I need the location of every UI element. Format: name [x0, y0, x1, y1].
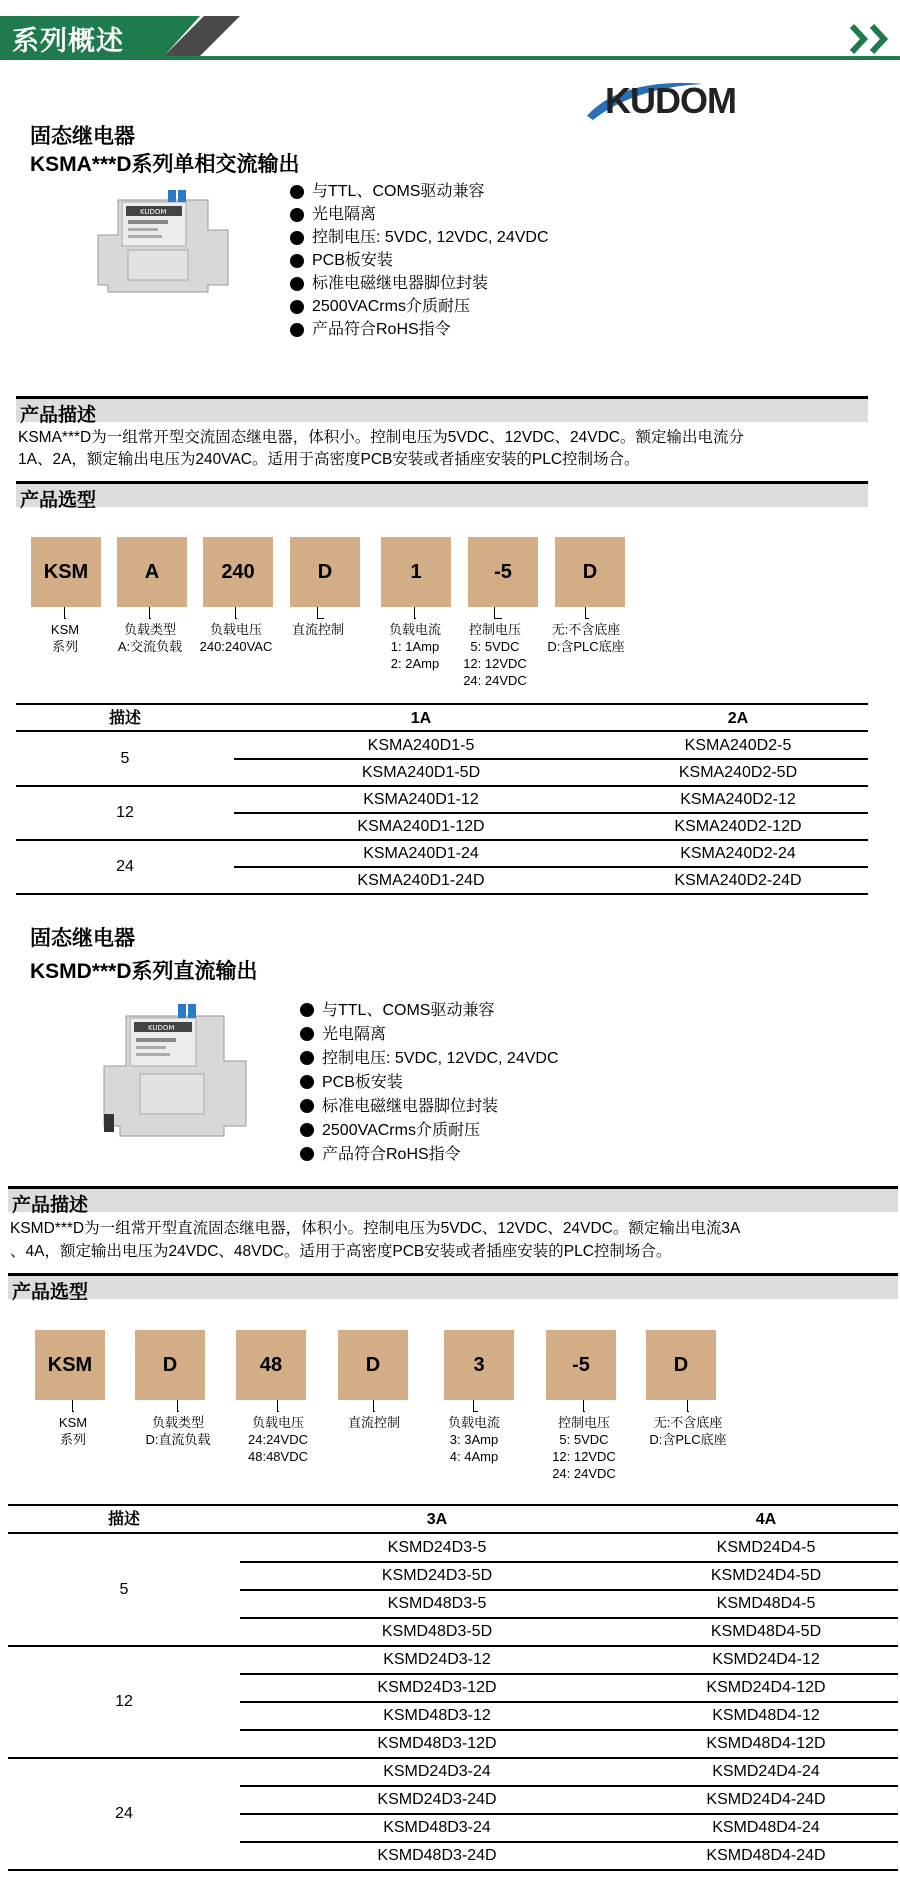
s2-title-1: 固态继电器 — [30, 927, 135, 950]
table-cell: KSMD24D3-24D — [377, 1791, 497, 1808]
table-cell: KSMD24D3-5 — [387, 1539, 487, 1556]
table-desc-cell: 5 — [119, 1581, 129, 1598]
double-chevron-right-icon — [848, 22, 894, 56]
list-item: 控制电压: 5VDC, 12VDC, 24VDC — [290, 226, 549, 249]
table-cell: KSMD24D4-12D — [706, 1679, 826, 1696]
code-box: 3 — [444, 1330, 514, 1400]
svg-text:KUDOM: KUDOM — [148, 1024, 175, 1032]
s2-desc-line-2: 、4A，额定输出电压为24VDC、48VDC。适用于高密度PCB安装或者插座安装的PLC控制场合。 — [10, 1243, 672, 1260]
list-item: 与TTL、COMS驱动兼容 — [290, 180, 549, 203]
code-label — [536, 621, 636, 655]
code-label-line: KSM — [58, 1415, 88, 1430]
s1-title-1: 固态继电器 — [30, 125, 135, 148]
code-box: 1 — [381, 537, 451, 607]
page-header — [0, 0, 900, 62]
code-label-line: 无:不含底座 — [653, 1415, 723, 1430]
kudom-logo — [583, 76, 753, 126]
code-label-line: 2: 2Amp — [390, 656, 440, 671]
table-header: 3A — [426, 1511, 448, 1528]
list-item: 2500VACrms介质耐压 — [300, 1118, 559, 1142]
code-label — [444, 1414, 504, 1465]
code-label — [48, 1414, 98, 1448]
code-connector — [494, 607, 502, 619]
code-label-line: 负载类型 — [123, 622, 176, 637]
code-label-line: 控制电压 — [557, 1415, 610, 1430]
header-rule — [0, 56, 900, 60]
table-cell: KSMD48D3-5 — [387, 1595, 487, 1612]
code-label-line: D:含PLC底座 — [649, 1432, 727, 1447]
table-cell: KSMD48D4-24D — [706, 1847, 826, 1864]
table-desc-cell: 5 — [120, 750, 130, 767]
table-header: 描述 — [107, 1511, 140, 1528]
table-cell: KSMD48D4-5D — [710, 1623, 822, 1640]
code-label — [455, 621, 535, 689]
s1-title-2: KSMA***D系列单相交流输出 — [30, 153, 300, 176]
table-cell: KSMA240D1-5D — [361, 764, 481, 781]
code-label-line: 24: 24VDC — [552, 1466, 616, 1481]
table-cell: KSMA240D1-5 — [367, 737, 475, 754]
code-label-line: D:含PLC底座 — [547, 639, 625, 654]
table-cell: KSMD48D4-12D — [706, 1735, 826, 1752]
relay-product-image — [88, 180, 238, 300]
s1-feature-list — [290, 180, 549, 341]
list-item: PCB板安装 — [300, 1070, 559, 1094]
s2-selection-header: 产品选型 — [8, 1273, 898, 1299]
table-cell: KSMD48D3-24 — [383, 1819, 491, 1836]
table-cell: KSMD24D3-5D — [381, 1567, 493, 1584]
table-header: 描述 — [108, 710, 141, 727]
table-cell: KSMA240D2-24 — [680, 845, 796, 862]
code-connector — [149, 607, 151, 619]
code-connector — [583, 1400, 585, 1412]
code-connector — [277, 1400, 279, 1412]
code-connector — [235, 607, 237, 619]
table-cell: KSMA240D2-24D — [674, 872, 802, 889]
code-label-line: 无:不含底座 — [551, 622, 621, 637]
table-cell: KSMA240D1-12 — [363, 791, 479, 808]
table-cell: KSMD24D4-12 — [712, 1651, 820, 1668]
code-label — [110, 621, 190, 655]
relay-socket-product-image — [100, 996, 250, 1146]
table-cell: KSMD48D3-12D — [377, 1735, 497, 1752]
code-label-line: 48:48VDC — [248, 1449, 308, 1464]
code-label-line: 系列 — [59, 1432, 86, 1447]
code-box: KSM — [31, 537, 101, 607]
code-connector — [72, 1400, 74, 1412]
table-cell: KSMD48D3-12 — [383, 1707, 491, 1724]
code-connector — [373, 1400, 375, 1412]
list-item: 控制电压: 5VDC, 12VDC, 24VDC — [300, 1046, 559, 1070]
code-label-line: 1: 1Amp — [390, 639, 440, 654]
code-label — [138, 1414, 218, 1448]
s1-selection-header: 产品选型 — [16, 481, 868, 507]
code-label-line: A:交流负载 — [117, 639, 183, 654]
list-item: 光电隔离 — [290, 203, 549, 226]
code-label-line: 控制电压 — [468, 622, 521, 637]
page-title: 系列概述 — [12, 26, 124, 56]
code-label-line: 12: 12VDC — [552, 1449, 616, 1464]
table-rule — [8, 1869, 898, 1871]
table-cell: KSMD48D4-24 — [712, 1819, 820, 1836]
code-connector — [64, 607, 66, 619]
s2-feature-list — [300, 998, 559, 1166]
s1-desc-line-2: 1A、2A，额定输出电压为240VAC。适用于高密度PCB安装或者插座安装的PLC控制场合。 — [18, 451, 640, 468]
code-label — [385, 621, 445, 672]
table-cell: KSMD48D4-12 — [712, 1707, 820, 1724]
s1-desc-line-1: KSMA***D为一组常开型交流固态继电器，体积小。控制电压为5VDC、12VDC、24VDC。额定输出电流分 — [18, 429, 744, 446]
list-item: 与TTL、COMS驱动兼容 — [300, 998, 559, 1022]
logo-wordmark: KUDOM — [605, 80, 736, 121]
s2-desc-header: 产品描述 — [8, 1186, 898, 1212]
list-item: 标准电磁继电器脚位封装 — [300, 1094, 559, 1118]
code-label — [334, 1414, 414, 1431]
table-desc-cell: 24 — [115, 1805, 133, 1822]
code-label-line: 5: 5VDC — [470, 639, 520, 654]
code-label-line: 5: 5VDC — [559, 1432, 609, 1447]
code-box: D — [338, 1330, 408, 1400]
code-label-line: 4: 4Amp — [449, 1449, 499, 1464]
table-desc-cell: 12 — [116, 804, 134, 821]
table-cell: KSMA240D1-24 — [363, 845, 479, 862]
code-connector — [177, 1400, 179, 1412]
table-cell: KSMA240D2-5D — [678, 764, 798, 781]
table-cell: KSMD24D4-24 — [712, 1763, 820, 1780]
s2-title-2: KSMD***D系列直流输出 — [30, 960, 258, 983]
code-box: -5 — [546, 1330, 616, 1400]
code-label — [40, 621, 90, 655]
code-label — [196, 621, 276, 655]
code-label — [638, 1414, 738, 1448]
code-box: D — [290, 537, 360, 607]
code-label-line: 负载电压 — [251, 1415, 304, 1430]
list-item: 产品符合RoHS指令 — [300, 1142, 559, 1166]
table-desc-cell: 24 — [116, 858, 134, 875]
table-rule — [16, 703, 868, 705]
table-header: 1A — [410, 710, 432, 727]
code-label-line: 负载电压 — [209, 622, 262, 637]
table-cell: KSMD24D3-12D — [377, 1679, 497, 1696]
list-item: 产品符合RoHS指令 — [290, 318, 549, 341]
table-cell: KSMD24D3-12 — [383, 1651, 491, 1668]
table-cell: KSMA240D1-12D — [357, 818, 485, 835]
code-label-line: KSM — [50, 622, 80, 637]
code-box: A — [117, 537, 187, 607]
table-cell: KSMA240D1-24D — [357, 872, 485, 889]
table-desc-cell: 12 — [115, 1693, 133, 1710]
code-label-line: 12: 12VDC — [463, 656, 527, 671]
table-cell: KSMD48D3-24D — [377, 1847, 497, 1864]
table-cell: KSMD24D4-24D — [706, 1791, 826, 1808]
code-label-line: 240:240VAC — [199, 639, 273, 654]
table-cell: KSMA240D2-12 — [680, 791, 796, 808]
code-box: D — [555, 537, 625, 607]
code-label — [544, 1414, 624, 1482]
table-cell: KSMD24D3-24 — [383, 1763, 491, 1780]
code-label-line: 3: 3Amp — [449, 1432, 499, 1447]
table-rule — [16, 893, 868, 895]
table-header: 4A — [755, 1511, 777, 1528]
code-label — [288, 621, 348, 638]
table-rule — [8, 1504, 898, 1506]
code-connector — [317, 607, 324, 619]
code-connector — [687, 1400, 689, 1412]
code-label-line: 24:24VDC — [248, 1432, 308, 1447]
code-box: 48 — [236, 1330, 306, 1400]
list-item: 光电隔离 — [300, 1022, 559, 1046]
code-label-line: 直流控制 — [347, 1415, 400, 1430]
table-cell: KSMA240D2-5 — [684, 737, 792, 754]
code-label-line: D:直流负载 — [145, 1432, 211, 1447]
code-label-line: 直流控制 — [291, 622, 344, 637]
code-label — [238, 1414, 318, 1465]
s1-desc-header: 产品描述 — [16, 396, 868, 422]
table-cell: KSMD48D4-5 — [716, 1595, 816, 1612]
code-box: D — [135, 1330, 205, 1400]
code-box: -5 — [468, 537, 538, 607]
code-label-line: 负载电流 — [447, 1415, 500, 1430]
code-label-line: 负载类型 — [151, 1415, 204, 1430]
code-label-line: 系列 — [51, 639, 78, 654]
table-header: 2A — [727, 710, 749, 727]
code-connector — [585, 607, 589, 619]
s2-desc-line-1: KSMD***D为一组常开型直流固态继电器，体积小。控制电压为5VDC、12VDC、24VDC。额定输出电流3A — [10, 1220, 741, 1237]
svg-text:KUDOM: KUDOM — [140, 208, 167, 216]
code-box: KSM — [35, 1330, 105, 1400]
code-label-line: 24: 24VDC — [463, 673, 527, 688]
table-cell: KSMD24D4-5D — [710, 1567, 822, 1584]
code-connector — [473, 1400, 478, 1412]
list-item: PCB板安装 — [290, 249, 549, 272]
code-box: D — [646, 1330, 716, 1400]
list-item: 标准电磁继电器脚位封装 — [290, 272, 549, 295]
list-item: 2500VACrms介质耐压 — [290, 295, 549, 318]
code-label-line: 负载电流 — [388, 622, 441, 637]
code-connector — [414, 607, 416, 619]
code-box: 240 — [203, 537, 273, 607]
table-cell: KSMD48D3-5D — [381, 1623, 493, 1640]
table-cell: KSMA240D2-12D — [674, 818, 802, 835]
table-cell: KSMD24D4-5 — [716, 1539, 816, 1556]
